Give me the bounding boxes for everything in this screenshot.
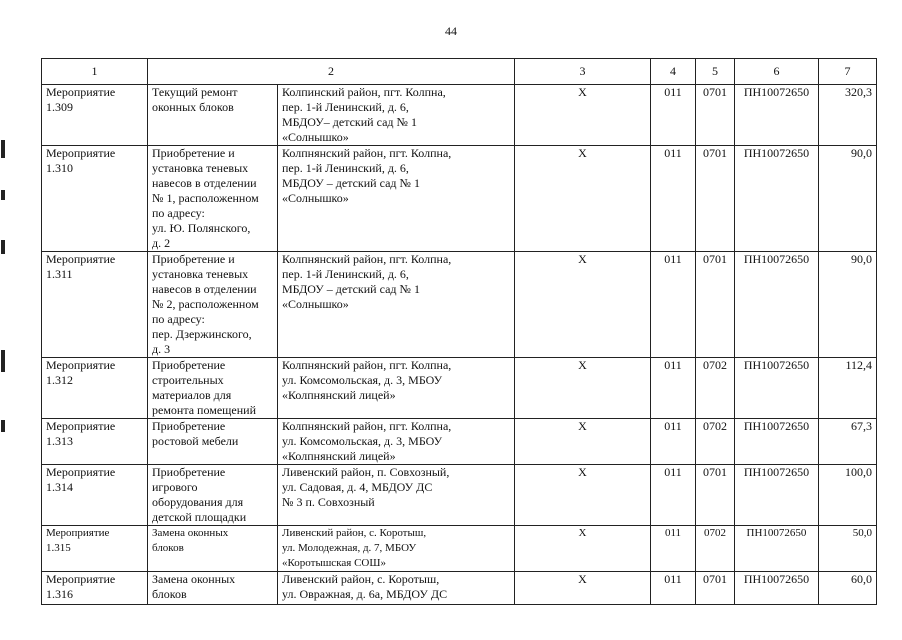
measure-address-cell-line: ул. Молодежная, д. 7, МБОУ xyxy=(282,542,417,554)
amount-cell: 100,0 xyxy=(819,465,877,526)
measure-address-cell xyxy=(278,526,515,572)
col5-cell: 0701 xyxy=(696,85,735,146)
measure-description-cell-line: Приобретение xyxy=(152,419,226,433)
header-col-1: 1 xyxy=(42,59,148,85)
col6-cell: ПН10072650 xyxy=(735,85,819,146)
col5-cell: 0701 xyxy=(696,146,735,252)
measure-address-cell-line: МБДОУ – детский сад № 1 xyxy=(282,282,420,296)
measure-description-cell-line: Текущий ремонт xyxy=(152,85,238,99)
col6-cell: ПН10072650 xyxy=(735,526,819,572)
measure-description-cell-line: блоков xyxy=(152,587,187,601)
col3-cell: Х xyxy=(515,85,651,146)
amount-cell: 60,0 xyxy=(819,572,877,605)
col5-cell: 0701 xyxy=(696,572,735,605)
measure-name-cell-line: 1.312 xyxy=(46,373,73,387)
measure-description-cell-line: № 1, расположенном xyxy=(152,191,259,205)
col6-cell: ПН10072650 xyxy=(735,358,819,419)
measure-description-cell-line: навесов в отделении xyxy=(152,282,257,296)
measure-description-cell-line: д. 2 xyxy=(152,236,171,250)
measure-name-cell xyxy=(42,419,148,465)
col4-cell: 011 xyxy=(651,252,696,358)
col3-cell: Х xyxy=(515,358,651,419)
measure-description-cell-line: Приобретение xyxy=(152,358,226,372)
measure-description-cell xyxy=(148,419,278,465)
measure-name-cell-line: Мероприятие xyxy=(46,527,110,539)
measure-address-cell-line: № 3 п. Совхозный xyxy=(282,495,375,509)
header-col-7: 7 xyxy=(819,59,877,85)
measure-name-cell xyxy=(42,146,148,252)
col5-cell: 0702 xyxy=(696,358,735,419)
col6-cell: ПН10072650 xyxy=(735,419,819,465)
amount-cell: 90,0 xyxy=(819,252,877,358)
table-row xyxy=(42,572,877,605)
col4-cell: 011 xyxy=(651,465,696,526)
measure-name-cell-line: Мероприятие xyxy=(46,146,116,160)
measure-address-cell-line: Ливенский район, с. Коротыш, xyxy=(282,527,427,539)
col6-cell: ПН10072650 xyxy=(735,146,819,252)
scan-margin-marks xyxy=(0,130,8,460)
measure-description-cell-line: строительных xyxy=(152,373,224,387)
measure-name-cell-line: 1.310 xyxy=(46,161,73,175)
header-col-6: 6 xyxy=(735,59,819,85)
measure-address-cell-line: ул. Садовая, д. 4, МБДОУ ДС xyxy=(282,480,433,494)
measure-address-cell xyxy=(278,252,515,358)
amount-cell: 112,4 xyxy=(819,358,877,419)
measure-address-cell-line: ул. Овражная, д. 6а, МБДОУ ДС xyxy=(282,587,448,601)
measure-name-cell-line: 1.311 xyxy=(46,267,73,281)
measure-address-cell xyxy=(278,419,515,465)
measure-description-cell-line: детской площадки xyxy=(152,510,247,524)
table-row xyxy=(42,419,877,465)
measure-description-cell-line: Замена оконных xyxy=(152,527,229,539)
measure-address-cell-line: «Колпнянский лицей» xyxy=(282,388,396,402)
measure-description-cell-line: ростовой мебели xyxy=(152,434,239,448)
measure-description-cell-line: Приобретение xyxy=(152,465,226,479)
measure-address-cell-line: пер. 1-й Ленинский, д. 6, xyxy=(282,161,409,175)
measure-address-cell-line: МБДОУ– детский сад № 1 xyxy=(282,115,417,129)
measure-description-cell xyxy=(148,252,278,358)
measure-name-cell xyxy=(42,465,148,526)
header-col-5: 5 xyxy=(696,59,735,85)
measure-description-cell-line: навесов в отделении xyxy=(152,176,257,190)
measure-address-cell-line: пер. 1-й Ленинский, д. 6, xyxy=(282,267,409,281)
measure-description-cell xyxy=(148,526,278,572)
measure-address-cell-line: Колпнянский район, пгт. Колпна, xyxy=(282,252,452,266)
col3-cell: Х xyxy=(515,252,651,358)
measure-name-cell-line: Мероприятие xyxy=(46,419,116,433)
measure-description-cell-line: установка теневых xyxy=(152,161,249,175)
col3-cell: Х xyxy=(515,465,651,526)
measure-description-cell-line: Замена оконных xyxy=(152,572,236,586)
measure-description-cell xyxy=(148,465,278,526)
measure-name-cell-line: Мероприятие xyxy=(46,252,116,266)
measure-address-cell-line: ул. Комсомольская, д. 3, МБОУ xyxy=(282,434,443,448)
header-row xyxy=(42,59,877,85)
measure-name-cell-line: 1.315 xyxy=(46,542,71,554)
measure-description-cell-line: блоков xyxy=(152,542,184,554)
measure-description-cell-line: д. 3 xyxy=(152,342,171,356)
measure-address-cell xyxy=(278,465,515,526)
measure-description-cell-line: ремонта помещений xyxy=(152,403,257,417)
measure-address-cell-line: «Коротышская СОШ» xyxy=(282,557,386,569)
measure-name-cell-line: Мероприятие xyxy=(46,85,116,99)
measure-name-cell-line: 1.316 xyxy=(46,587,73,601)
col3-cell: Х xyxy=(515,419,651,465)
measure-address-cell-line: Колпнянский район, пгт. Колпна, xyxy=(282,419,452,433)
table-row xyxy=(42,526,877,572)
col5-cell: 0701 xyxy=(696,465,735,526)
table-row xyxy=(42,85,877,146)
measure-description-cell-line: № 2, расположенном xyxy=(152,297,259,311)
measure-description-cell-line: по адресу: xyxy=(152,312,205,326)
measure-name-cell-line: Мероприятие xyxy=(46,572,116,586)
amount-cell: 90,0 xyxy=(819,146,877,252)
col5-cell: 0701 xyxy=(696,252,735,358)
measure-address-cell-line: «Солнышко» xyxy=(282,191,349,205)
col3-cell: Х xyxy=(515,146,651,252)
measure-description-cell-line: Приобретение и xyxy=(152,146,235,160)
measure-description-cell-line: ул. Ю. Полянского, xyxy=(152,221,251,235)
measure-name-cell-line: Мероприятие xyxy=(46,358,116,372)
measure-address-cell-line: Колпинский район, пгт. Колпна, xyxy=(282,85,446,99)
measure-description-cell-line: игрового xyxy=(152,480,198,494)
measure-description-cell xyxy=(148,358,278,419)
measure-description-cell xyxy=(148,85,278,146)
measure-address-cell-line: «Солнышко» xyxy=(282,130,349,144)
col4-cell: 011 xyxy=(651,419,696,465)
measure-address-cell xyxy=(278,85,515,146)
measure-address-cell-line: Ливенский район, с. Коротыш, xyxy=(282,572,440,586)
col3-cell: Х xyxy=(515,572,651,605)
measure-name-cell-line: Мероприятие xyxy=(46,465,116,479)
amount-cell: 320,3 xyxy=(819,85,877,146)
measure-address-cell-line: Колпнянский район, пгт. Колпна, xyxy=(282,358,452,372)
measure-address-cell-line: Ливенский район, п. Совхозный, xyxy=(282,465,450,479)
measure-name-cell-line: 1.314 xyxy=(46,480,73,494)
col4-cell: 011 xyxy=(651,358,696,419)
col6-cell: ПН10072650 xyxy=(735,572,819,605)
measure-description-cell-line: оконных блоков xyxy=(152,100,234,114)
col4-cell: 011 xyxy=(651,572,696,605)
measure-description-cell-line: Приобретение и xyxy=(152,252,235,266)
measure-address-cell-line: Колпнянский район, пгт. Колпна, xyxy=(282,146,452,160)
measure-description-cell-line: материалов для xyxy=(152,388,232,402)
measure-description-cell xyxy=(148,572,278,605)
col5-cell: 0702 xyxy=(696,419,735,465)
col4-cell: 011 xyxy=(651,85,696,146)
col5-cell: 0702 xyxy=(696,526,735,572)
col6-cell: ПН10072650 xyxy=(735,252,819,358)
measure-address-cell xyxy=(278,572,515,605)
amount-cell: 67,3 xyxy=(819,419,877,465)
measure-address-cell xyxy=(278,146,515,252)
measure-name-cell xyxy=(42,85,148,146)
table-row xyxy=(42,358,877,419)
col6-cell: ПН10072650 xyxy=(735,465,819,526)
budget-measures-table xyxy=(41,58,877,605)
header-col-3: 3 xyxy=(515,59,651,85)
header-col-2: 2 xyxy=(148,59,515,85)
measure-description-cell-line: установка теневых xyxy=(152,267,249,281)
measure-name-cell xyxy=(42,252,148,358)
measure-description-cell-line: по адресу: xyxy=(152,206,205,220)
col3-cell: Х xyxy=(515,526,651,572)
measure-address-cell-line: пер. 1-й Ленинский, д. 6, xyxy=(282,100,409,114)
measure-name-cell xyxy=(42,572,148,605)
table-row xyxy=(42,465,877,526)
table-row xyxy=(42,146,877,252)
measure-name-cell xyxy=(42,526,148,572)
amount-cell: 50,0 xyxy=(819,526,877,572)
col4-cell: 011 xyxy=(651,146,696,252)
measure-address-cell xyxy=(278,358,515,419)
page-number: 44 xyxy=(445,24,457,38)
measure-description-cell-line: оборудования для xyxy=(152,495,244,509)
measure-name-cell-line: 1.313 xyxy=(46,434,73,448)
measure-address-cell-line: МБДОУ – детский сад № 1 xyxy=(282,176,420,190)
measure-description-cell xyxy=(148,146,278,252)
col4-cell: 011 xyxy=(651,526,696,572)
measure-description-cell-line: пер. Дзержинского, xyxy=(152,327,252,341)
measure-address-cell-line: «Солнышко» xyxy=(282,297,349,311)
measure-name-cell xyxy=(42,358,148,419)
measure-address-cell-line: «Колпнянский лицей» xyxy=(282,449,396,463)
measure-address-cell-line: ул. Комсомольская, д. 3, МБОУ xyxy=(282,373,443,387)
table-row xyxy=(42,252,877,358)
measure-name-cell-line: 1.309 xyxy=(46,100,73,114)
header-col-4: 4 xyxy=(651,59,696,85)
